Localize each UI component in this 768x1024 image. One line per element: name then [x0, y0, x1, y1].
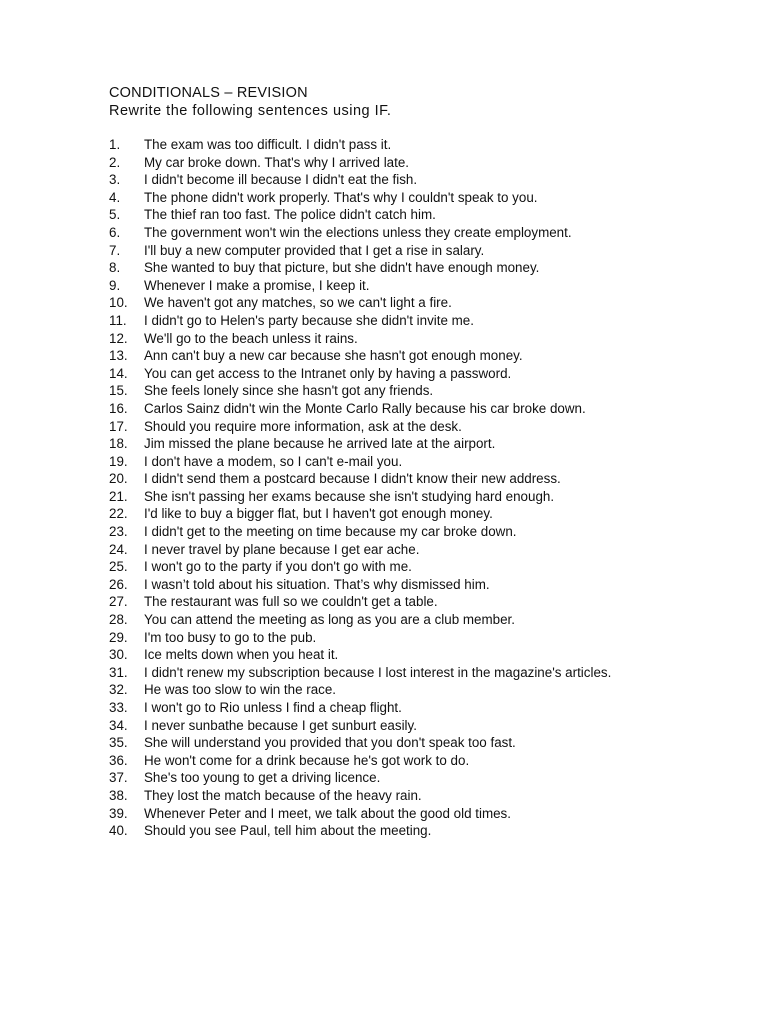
- item-number: 24.: [109, 541, 128, 557]
- list-item: [109, 576, 729, 594]
- item-text: I don't have a modem, so I can't e-mail you.: [144, 453, 403, 469]
- item-number: 36.: [109, 752, 128, 768]
- item-text: Should you see Paul, tell him about the meeting.: [144, 823, 432, 839]
- list-item: [109, 453, 729, 471]
- item-number: 22.: [109, 506, 128, 522]
- item-number: 10.: [109, 295, 128, 311]
- item-text: The exam was too difficult. I didn't pass it.: [144, 137, 392, 152]
- item-number: 8.: [109, 260, 121, 276]
- document-title: CONDITIONALS – REVISION: [109, 85, 308, 101]
- item-text: I'll buy a new computer provided that I get a rise in salary.: [144, 242, 485, 258]
- item-number: 14.: [109, 365, 128, 381]
- item-text: Ice melts down when you heat it.: [144, 647, 339, 663]
- item-text: I never travel by plane because I get ear ache.: [144, 541, 420, 557]
- item-text: The phone didn't work properly. That's why I couldn't speak to you.: [144, 189, 538, 205]
- list-item: [109, 171, 729, 189]
- list-item: [109, 224, 729, 242]
- item-text: You can attend the meeting as long as you are a club member.: [144, 612, 515, 628]
- item-number: 33.: [109, 700, 128, 715]
- item-number: 6.: [109, 224, 121, 240]
- item-text: She will understand you provided that you don't speak too fast.: [144, 735, 516, 751]
- item-number: 25.: [109, 559, 128, 575]
- item-number: 27.: [109, 594, 128, 610]
- list-item: [109, 347, 729, 365]
- item-number: 16.: [109, 400, 128, 416]
- item-text: I won't go to Rio unless I find a cheap flight.: [144, 700, 402, 715]
- item-text: I didn't go to Helen's party because she didn't invite me.: [144, 312, 474, 328]
- list-item: [109, 646, 729, 664]
- item-number: 30.: [109, 647, 128, 663]
- item-number: 18.: [109, 436, 128, 452]
- sentence-list: [109, 136, 729, 840]
- item-number: 2.: [109, 154, 121, 170]
- item-number: 4.: [109, 189, 121, 205]
- item-text: She feels lonely since she hasn't got any friends.: [144, 383, 434, 399]
- item-text: He was too slow to win the race.: [144, 682, 337, 698]
- item-number: 20.: [109, 471, 128, 487]
- list-item: [109, 611, 729, 629]
- item-number: 7.: [109, 242, 121, 258]
- item-text: We'll go to the beach unless it rains.: [144, 330, 358, 346]
- item-text: I wasn’t told about his situation. That’s why dismissed him.: [144, 576, 490, 592]
- item-text: Whenever Peter and I meet, we talk about the good old times.: [144, 805, 511, 821]
- item-text: Carlos Sainz didn't win the Monte Carlo Rally because his car broke down.: [144, 400, 586, 416]
- item-number: 39.: [109, 805, 128, 821]
- item-text: She wanted to buy that picture, but she didn't have enough money.: [144, 260, 540, 276]
- list-item: [109, 805, 729, 823]
- item-number: 15.: [109, 383, 128, 399]
- list-item: [109, 734, 729, 752]
- document-instruction: Rewrite the following sentences using IF.: [109, 103, 392, 119]
- list-item: [109, 822, 729, 840]
- item-number: 32.: [109, 682, 128, 698]
- list-item: [109, 294, 729, 312]
- item-text: You can get access to the Intranet only by having a password.: [144, 365, 512, 381]
- item-number: 38.: [109, 787, 128, 803]
- item-number: 3.: [109, 172, 121, 188]
- item-text: The thief ran too fast. The police didn't catch him.: [144, 207, 436, 223]
- item-text: I never sunbathe because I get sunburt easily.: [144, 717, 417, 733]
- item-number: 11.: [109, 312, 127, 328]
- item-text: I didn't send them a postcard because I didn't know their new address.: [144, 471, 561, 487]
- item-text: I'm too busy to go to the pub.: [144, 629, 317, 645]
- list-item: [109, 259, 729, 277]
- item-number: 28.: [109, 612, 128, 628]
- item-text: I didn't get to the meeting on time because my car broke down.: [144, 524, 517, 540]
- list-item: [109, 523, 729, 541]
- item-number: 21.: [109, 488, 128, 504]
- item-number: 34.: [109, 717, 128, 733]
- list-item: [109, 488, 729, 506]
- item-text: The restaurant was full so we couldn't get a table.: [144, 594, 438, 610]
- list-item: [109, 435, 729, 453]
- list-item: [109, 400, 729, 418]
- list-item: [109, 382, 729, 400]
- item-text: He won't come for a drink because he's got work to do.: [144, 752, 470, 768]
- list-item: [109, 593, 729, 611]
- item-text: I won't go to the party if you don't go with me.: [144, 559, 412, 575]
- list-item: [109, 365, 729, 383]
- item-text: She's too young to get a driving licence.: [144, 770, 381, 786]
- list-item: [109, 541, 729, 559]
- item-number: 23.: [109, 524, 128, 540]
- list-item: [109, 787, 729, 805]
- list-item: [109, 242, 729, 260]
- item-number: 17.: [109, 418, 128, 434]
- list-item: [109, 330, 729, 348]
- item-number: 19.: [109, 453, 128, 469]
- item-number: 1.: [109, 137, 121, 152]
- item-text: I didn't become ill because I didn't eat the fish.: [144, 172, 418, 188]
- list-item: [109, 206, 729, 224]
- item-number: 9.: [109, 277, 121, 293]
- item-number: 40.: [109, 823, 128, 839]
- document-page: [109, 84, 729, 840]
- item-text: Whenever I make a promise, I keep it.: [144, 277, 370, 293]
- item-number: 35.: [109, 735, 128, 751]
- item-text: My car broke down. That's why I arrived late.: [144, 154, 410, 170]
- list-item: [109, 769, 729, 787]
- item-number: 12.: [109, 330, 128, 346]
- list-item: [109, 312, 729, 330]
- item-text: She isn't passing her exams because she isn't studying hard enough.: [144, 488, 555, 504]
- list-item: [109, 752, 729, 770]
- list-item: [109, 505, 729, 523]
- list-item: [109, 189, 729, 207]
- item-number: 26.: [109, 576, 128, 592]
- item-text: Should you require more information, ask at the desk.: [144, 418, 462, 434]
- list-item: [109, 699, 729, 717]
- item-number: 29.: [109, 629, 128, 645]
- item-number: 37.: [109, 770, 128, 786]
- list-item: [109, 558, 729, 576]
- item-text: They lost the match because of the heavy rain.: [144, 787, 422, 803]
- item-text: Jim missed the plane because he arrived late at the airport.: [144, 436, 496, 452]
- item-number: 13.: [109, 348, 128, 364]
- item-text: Ann can't buy a new car because she hasn't got enough money.: [144, 348, 523, 364]
- item-number: 31.: [109, 664, 128, 680]
- item-text: The government won't win the elections unless they create employment.: [144, 224, 572, 240]
- list-item: [109, 629, 729, 647]
- item-text: I'd like to buy a bigger flat, but I haven't got enough money.: [144, 506, 493, 522]
- list-item: [109, 470, 729, 488]
- list-item: [109, 681, 729, 699]
- list-item: [109, 154, 729, 172]
- list-item: [109, 277, 729, 295]
- item-number: 5.: [109, 207, 121, 223]
- list-item: [109, 717, 729, 735]
- item-text: We haven't got any matches, so we can't light a fire.: [144, 295, 452, 311]
- list-item: [109, 664, 729, 682]
- list-item: [109, 418, 729, 436]
- item-text: I didn't renew my subscription because I lost interest in the magazine's articles.: [144, 664, 612, 680]
- list-item: [109, 136, 729, 154]
